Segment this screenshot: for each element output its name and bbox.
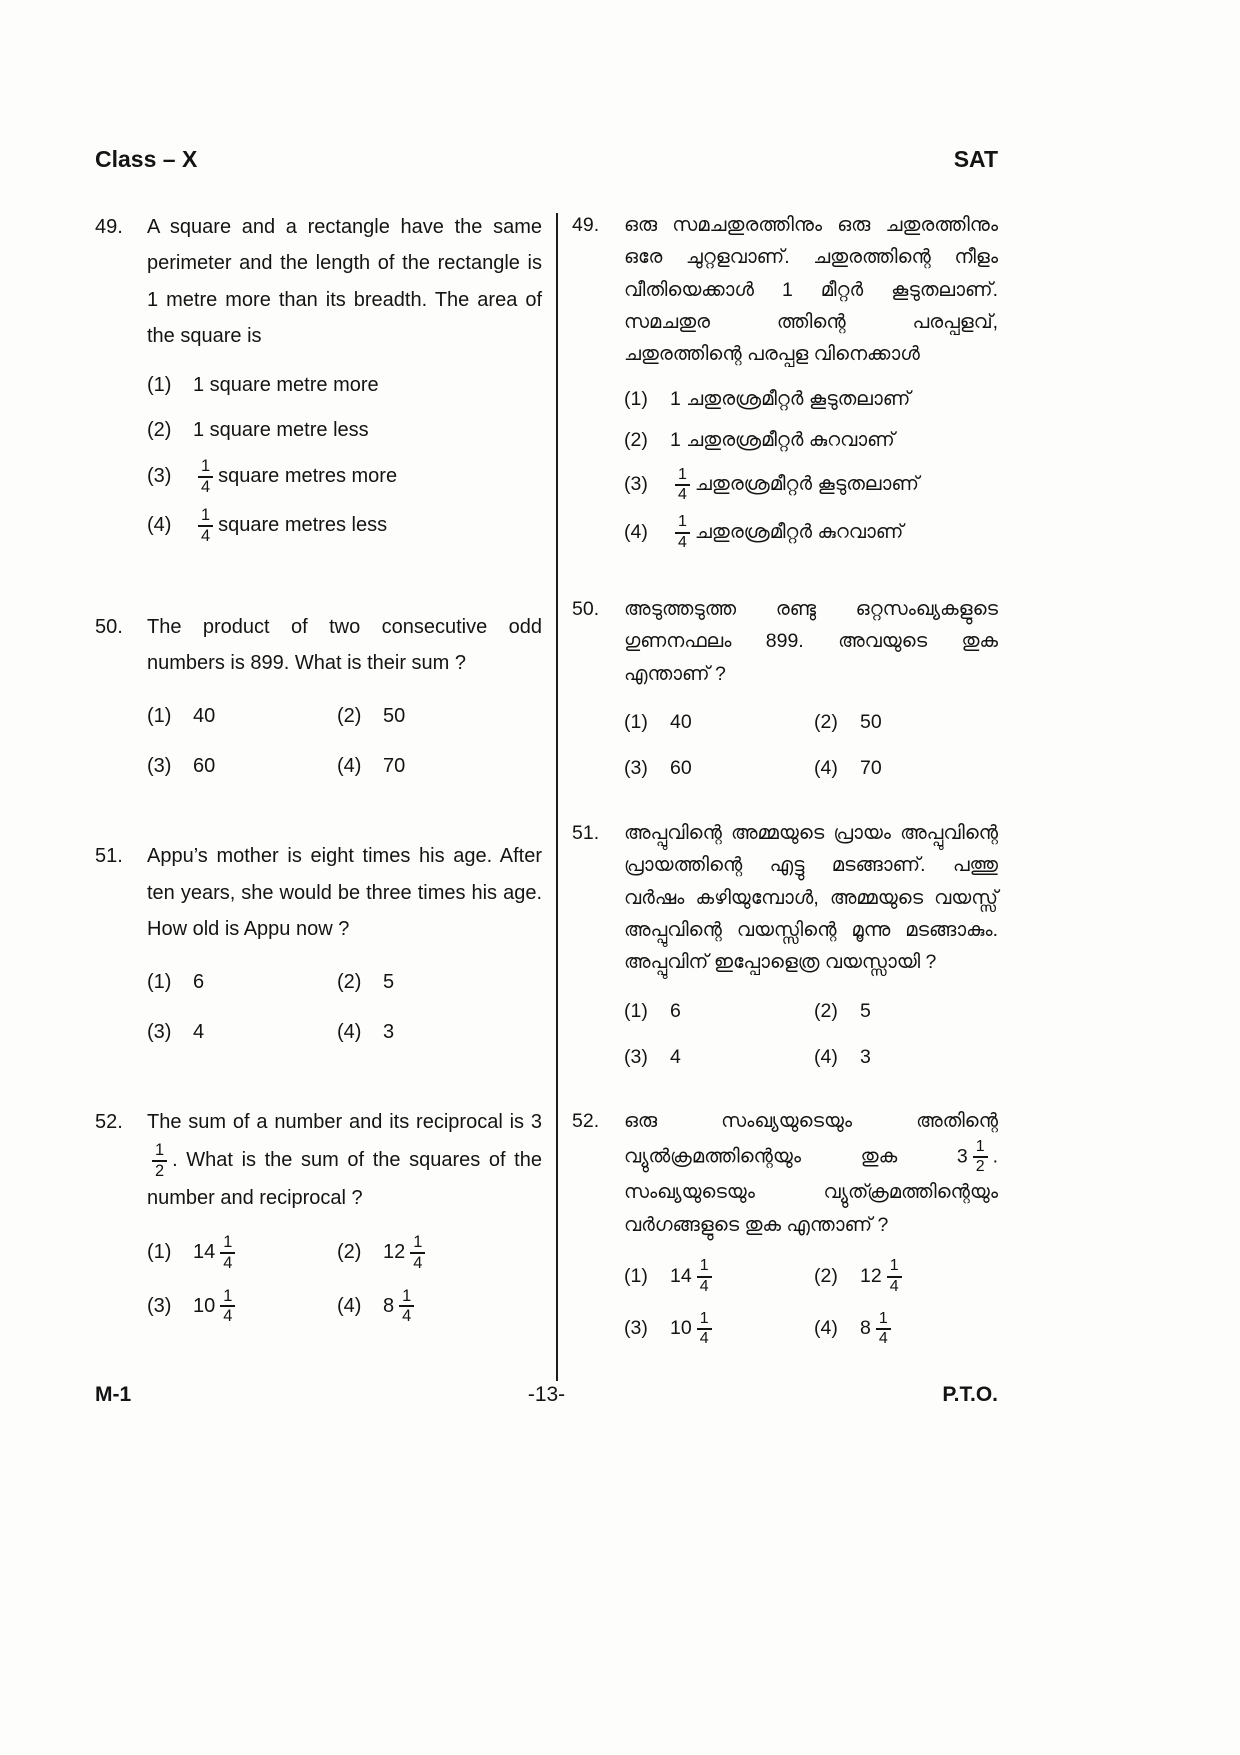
fraction (876, 1310, 891, 1349)
option-label: (3) (147, 465, 172, 488)
option-label: (2) (814, 711, 838, 734)
option-text: 40 (670, 711, 692, 734)
option-52-3-ml (624, 1310, 814, 1349)
fraction (198, 506, 213, 546)
option-52-4-en (337, 1287, 542, 1327)
option-text: 14 $\frac{1}{4}$ (670, 1265, 717, 1287)
option-label: (3) (147, 754, 172, 777)
option-51-1-ml (624, 995, 814, 1027)
class-label: Class – X (95, 146, 198, 172)
question-text: Appu’s mother is eight times his age. After ten years, she would be three times his age. How old is Appu now ? (147, 845, 542, 941)
option-label: (2) (337, 704, 362, 727)
option-label: (1) (624, 387, 648, 410)
options-group (624, 995, 998, 1074)
option-label: (1) (624, 999, 648, 1022)
question-text: അടുത്തടുത്ത രണ്ടു ഒറ്റസംഖ്യകളുടെ ഗുണനഫലം 899. അവയുടെ തുക എന്താണ് ? (624, 598, 998, 685)
fraction-denominator: 4 (223, 1307, 233, 1326)
option-text: 1 square metre less (193, 418, 369, 441)
fraction-numerator: 1 (220, 1233, 235, 1254)
options-group (624, 706, 998, 785)
option-text: 10 $\frac{1}{4}$ (193, 1295, 240, 1317)
fraction-denominator: 4 (201, 478, 211, 497)
option-49-4-ml (624, 513, 998, 552)
option-label: (3) (624, 473, 648, 496)
option-label: (4) (337, 754, 362, 777)
option-label: (4) (337, 1020, 362, 1043)
option-label: (2) (814, 1264, 838, 1287)
fraction-numerator: 1 (675, 466, 690, 486)
exam-label: SAT (953, 146, 998, 172)
option-text: 12 $\frac{1}{4}$ (383, 1241, 430, 1263)
option-text: 10 $\frac{1}{4}$ (670, 1317, 717, 1339)
fraction-denominator: 4 (699, 1277, 709, 1295)
fraction-denominator: 4 (223, 1253, 233, 1272)
option-49-2-ml (624, 424, 998, 456)
fraction-numerator: 1 (410, 1233, 425, 1254)
option-label: (1) (147, 970, 172, 993)
question-number: 50. (95, 615, 123, 638)
page-number: -13- (527, 1383, 566, 1406)
option-label: (3) (147, 1294, 172, 1317)
fraction (697, 1257, 712, 1296)
question-number: 49. (95, 216, 123, 238)
option-label: (4) (814, 1317, 838, 1340)
fraction (220, 1287, 235, 1327)
question-body (147, 209, 542, 555)
fraction-denominator: 4 (678, 485, 687, 503)
fraction-numerator: 1 (973, 1138, 988, 1158)
option-text: 4 (193, 1020, 205, 1043)
option-49-3-en (147, 457, 542, 497)
fraction (410, 1233, 425, 1273)
option-51-4-ml (814, 1041, 998, 1073)
option-text: $\frac{1}{4}$ ചതുരശ്രമീറ്റർ കുറവാണ് (670, 521, 903, 543)
question-number: 49. (572, 214, 600, 236)
option-text: 4 (670, 1045, 681, 1068)
option-label: (4) (814, 1045, 838, 1068)
option-text: 50 (383, 704, 406, 727)
option-label: (4) (814, 757, 838, 780)
fraction-denominator: 4 (201, 526, 211, 545)
option-49-2-en (147, 412, 542, 448)
option-text: 8 $\frac{1}{4}$ (383, 1295, 419, 1317)
option-51-2-ml (814, 995, 998, 1027)
option-label: (4) (624, 520, 648, 543)
question-52-en (95, 1104, 542, 1326)
option-label: (1) (624, 711, 648, 734)
option-label: (2) (337, 970, 362, 993)
option-label: (1) (147, 373, 172, 396)
options-group (147, 964, 542, 1051)
fraction-denominator: 4 (678, 533, 687, 551)
option-52-3-en (147, 1287, 337, 1327)
option-51-4-en (337, 1014, 542, 1050)
question-number: 51. (572, 821, 600, 844)
question-51-ml (572, 817, 998, 1074)
question-number: 52. (95, 1111, 123, 1134)
option-text: 3 (860, 1045, 871, 1068)
options-group (624, 1257, 998, 1349)
question-body (624, 209, 998, 561)
fraction-numerator: 1 (198, 457, 213, 478)
question-columns (95, 209, 998, 1381)
question-text: The product of two consecutive odd numbers is 899. What is their sum ? (147, 615, 542, 675)
fraction (152, 1141, 167, 1181)
page-footer (95, 1383, 998, 1413)
fraction-numerator: 1 (887, 1257, 902, 1277)
option-50-4-en (337, 748, 542, 784)
options-group (624, 383, 998, 552)
option-text: 60 (193, 754, 216, 777)
pto-label: P.T.O. (942, 1383, 998, 1406)
option-51-1-en (147, 964, 337, 1000)
fraction-denominator: 2 (155, 1161, 165, 1180)
fraction-numerator: 1 (697, 1310, 712, 1330)
option-label: (3) (624, 757, 648, 780)
fraction-numerator: 1 (152, 1141, 167, 1162)
page-header (95, 146, 998, 173)
fraction-denominator: 4 (878, 1330, 888, 1348)
question-body (147, 838, 542, 1050)
option-50-2-en (337, 698, 542, 734)
option-50-4-ml (814, 752, 998, 784)
option-text: 1 ചതുരശ്രമീറ്റർ കുറവാണ് (670, 429, 895, 452)
fraction-numerator: 1 (198, 506, 213, 527)
question-body (624, 1105, 998, 1348)
question-text: The sum of a number and its reciprocal is 3 $\frac{1}{2}$ . What is the sum of the squares of the number and reciprocal ? (147, 1111, 542, 1210)
options-group (147, 698, 542, 785)
option-label: (2) (337, 1240, 362, 1263)
option-52-2-en (337, 1233, 542, 1273)
option-label: (4) (147, 514, 172, 537)
option-text: 70 (383, 754, 406, 777)
option-text: 6 (670, 999, 681, 1022)
option-49-1-en (147, 367, 542, 403)
options-group (147, 1233, 542, 1326)
option-52-2-ml (814, 1257, 998, 1296)
fraction (697, 1310, 712, 1349)
option-label: (3) (624, 1317, 648, 1340)
option-text: 40 (193, 704, 216, 727)
fraction (399, 1287, 414, 1327)
fraction (675, 513, 690, 552)
option-text: 1 ചതുരശ്രമീറ്റർ കൂടുതലാണ് (670, 387, 911, 410)
option-label: (3) (624, 1045, 648, 1068)
option-label: (2) (624, 429, 648, 452)
option-50-1-ml (624, 706, 814, 738)
option-50-2-ml (814, 706, 998, 738)
option-label: (1) (147, 704, 172, 727)
option-50-3-en (147, 748, 337, 784)
option-label: (4) (337, 1294, 362, 1317)
fraction-numerator: 1 (399, 1287, 414, 1308)
option-text: 1 square metre more (193, 373, 379, 396)
fraction (220, 1233, 235, 1273)
malayalam-column (572, 209, 998, 1381)
option-50-1-en (147, 698, 337, 734)
english-column (95, 209, 542, 1381)
question-body (147, 1104, 542, 1326)
question-49-ml (572, 209, 998, 561)
option-text: $\frac{1}{4}$ square metres less (193, 514, 387, 536)
question-text: ഒരു സംഖ്യയുടെയും അതിന്റെ വ്യുൽക്രമത്തിന്റെയും തുക 3 $\frac{1}{2}$ . സംഖ്യയുടെയും വ്യുത്ക്രമത്തിന്റെയും വർഗങ്ങളുടെ തുക എന്താണ് ? (624, 1110, 998, 1236)
question-number: 51. (95, 845, 123, 868)
option-text: $\frac{1}{4}$ ചതുരശ്രമീറ്റർ കൂടുതലാണ് (670, 473, 919, 495)
question-text: ഒരു സമചതുരത്തിനും ഒരു ചതുരത്തിനും ഒരേ ചുറ്റളവാണ്. ചതുരത്തിന്റെ നീളം വീതിയെക്കാൾ 1 മീറ്റർ കൂടുതലാണ്. സമചതുര ത്തിന്റെ പരപ്പളവ്, ചതുരത്തിന്റെ പരപ്പള വിനെക്കാൾ (624, 214, 998, 366)
option-49-1-ml (624, 383, 998, 415)
option-label: (2) (147, 418, 172, 441)
option-text: 8 $\frac{1}{4}$ (860, 1317, 896, 1339)
fraction-denominator: 4 (889, 1277, 899, 1295)
option-50-3-ml (624, 752, 814, 784)
option-text: 12 $\frac{1}{4}$ (860, 1265, 907, 1287)
question-text: A square and a rectangle have the same perimeter and the length of the rectangle is 1 metre more than its breadth. The area of the square is (147, 216, 542, 348)
fraction (887, 1257, 902, 1296)
option-label: (2) (814, 999, 838, 1022)
fraction-denominator: 4 (413, 1253, 423, 1272)
question-50-ml (572, 593, 998, 785)
option-49-3-ml (624, 466, 998, 505)
option-label: (1) (624, 1264, 648, 1287)
option-52-1-ml (624, 1257, 814, 1296)
question-50-en (95, 609, 542, 785)
option-52-4-ml (814, 1310, 998, 1349)
option-text: 5 (860, 999, 871, 1022)
question-number: 52. (572, 1110, 600, 1133)
option-text: 50 (860, 711, 882, 734)
fraction-numerator: 1 (675, 513, 690, 533)
question-body (147, 609, 542, 785)
fraction (198, 457, 213, 497)
option-text: 60 (670, 757, 692, 780)
option-label: (1) (147, 1240, 172, 1263)
booklet-code: M-1 (95, 1383, 132, 1406)
option-51-3-en (147, 1014, 337, 1050)
option-text: 14 $\frac{1}{4}$ (193, 1241, 240, 1263)
option-text: 6 (193, 970, 205, 993)
option-49-4-en (147, 506, 542, 546)
options-group (147, 367, 542, 546)
fraction-denominator: 4 (699, 1330, 709, 1348)
fraction-numerator: 1 (697, 1257, 712, 1277)
option-text: 5 (383, 970, 395, 993)
fraction-numerator: 1 (220, 1287, 235, 1308)
option-text: 70 (860, 757, 882, 780)
question-number: 50. (572, 598, 600, 621)
fraction (973, 1138, 988, 1177)
fraction-denominator: 4 (402, 1307, 412, 1326)
question-body (624, 593, 998, 785)
option-52-1-en (147, 1233, 337, 1273)
fraction-denominator: 2 (975, 1158, 985, 1176)
option-text: 3 (383, 1020, 395, 1043)
fraction-numerator: 1 (876, 1310, 891, 1330)
question-49-en (95, 209, 542, 555)
option-text: $\frac{1}{4}$ square metres more (193, 465, 397, 487)
option-51-2-en (337, 964, 542, 1000)
question-51-en (95, 838, 542, 1050)
column-divider (556, 213, 558, 1381)
option-label: (3) (147, 1020, 172, 1043)
option-51-3-ml (624, 1041, 814, 1073)
question-text: അപ്പുവിന്റെ അമ്മയുടെ പ്രായം അപ്പുവിന്റെ പ്രായത്തിന്റെ എട്ടു മടങ്ങാണ്. പത്തു വർഷം കഴിയുമ്പോൾ, അമ്മയുടെ വയസ്സ് അപ്പുവിന്റെ വയസ്സിന്റെ മൂന്നു മടങ്ങാകും. അപ്പുവിന് ഇപ്പോളെത്ര വയസ്സായി ? (624, 821, 998, 974)
fraction (675, 466, 690, 505)
question-52-ml (572, 1105, 998, 1348)
question-body (624, 817, 998, 1074)
